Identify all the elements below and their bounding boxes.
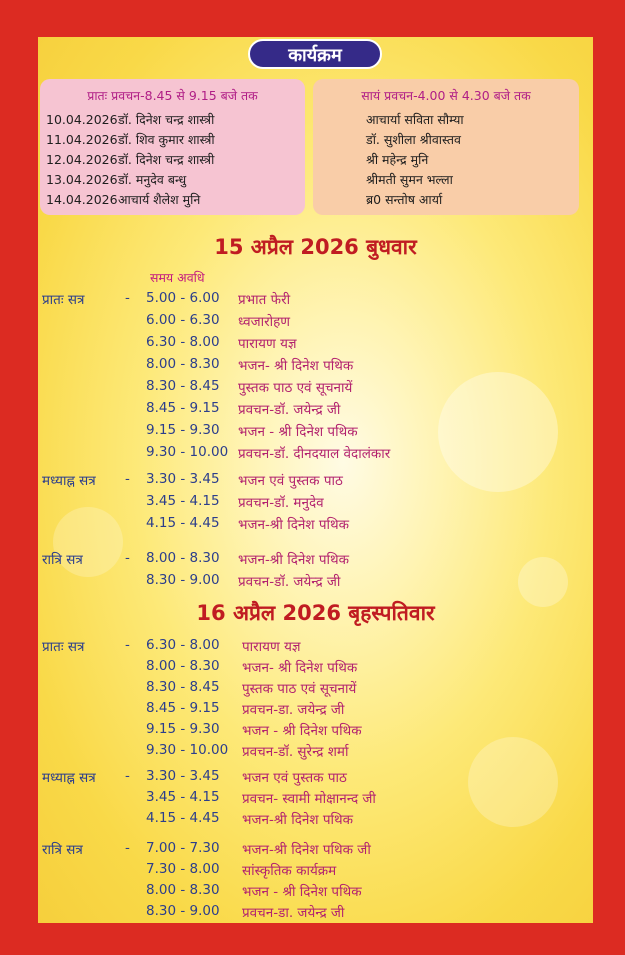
time-slot: 8.30 - 8.45	[146, 378, 220, 394]
speaker-name: डॉ. शिव कुमार शास्त्री	[118, 132, 215, 147]
evening-discourse-box	[313, 79, 579, 215]
day2-heading: 16 अप्रैल 2026 बृहस्पतिवार	[196, 601, 435, 625]
activity-text: पारायण यज्ञ	[242, 639, 301, 655]
activity-text: भजन-श्री दिनेश पथिक	[242, 812, 354, 828]
time-slot: 9.15 - 9.30	[146, 721, 220, 737]
activity-text: भजन - श्री दिनेश पथिक	[242, 884, 362, 900]
activity-text: पुस्तक पाठ एवं सूचनायें	[238, 380, 353, 396]
morning-discourse-heading: प्रातः प्रवचन-8.45 से 9.15 बजे तक	[87, 88, 258, 103]
speaker-name: डॉ. दिनेश चन्द्र शास्त्री	[118, 152, 215, 167]
time-slot: 3.45 - 4.15	[146, 493, 220, 509]
morning-discourse-row	[46, 111, 214, 128]
time-slot: 8.30 - 9.00	[146, 903, 220, 919]
session-label: प्रातः सत्र	[42, 639, 85, 655]
schedule-row	[38, 334, 593, 354]
session-dash: -	[125, 637, 130, 653]
schedule-row	[38, 400, 593, 420]
discourse-date: 10.04.2026	[46, 112, 118, 127]
schedule-row	[38, 356, 593, 376]
activity-text: भजन - श्री दिनेश पथिक	[238, 424, 358, 440]
schedule-row	[38, 658, 593, 678]
schedule-row	[38, 903, 593, 923]
schedule-row	[38, 721, 593, 741]
evening-speaker-name: ब्र0 सन्तोष आर्या	[366, 192, 443, 207]
day1-heading: 15 अप्रैल 2026 बुधवार	[214, 235, 417, 259]
time-slot: 9.30 - 10.00	[146, 742, 229, 758]
time-slot: 3.45 - 4.15	[146, 789, 220, 805]
activity-text: प्रवचन-डॉ. जयेन्द्र जी	[238, 574, 341, 590]
time-slot: 8.45 - 9.15	[146, 400, 220, 416]
morning-discourse-box	[40, 79, 305, 215]
discourse-date: 14.04.2026	[46, 192, 118, 207]
evening-discourse-heading: सायं प्रवचन-4.00 से 4.30 बजे तक	[361, 88, 531, 103]
schedule-row	[38, 637, 593, 657]
activity-text: सांस्कृतिक कार्यक्रम	[242, 863, 337, 879]
activity-text: प्रवचन-डॉ. दीनदयाल वेदालंकार	[238, 446, 391, 462]
schedule-row	[38, 861, 593, 881]
time-slot: 7.30 - 8.00	[146, 861, 220, 877]
schedule-row	[38, 493, 593, 513]
time-slot: 6.00 - 6.30	[146, 312, 220, 328]
time-slot: 6.30 - 8.00	[146, 637, 220, 653]
time-slot: 8.00 - 8.30	[146, 550, 220, 566]
program-poster	[38, 37, 593, 923]
activity-text: भजन- श्री दिनेश पथिक	[238, 358, 354, 374]
activity-text: प्रवचन-डॉ. जयेन्द्र जी	[238, 402, 341, 418]
session-dash: -	[125, 290, 130, 306]
session-label: मध्याह्न सत्र	[42, 473, 96, 489]
activity-text: भजन- श्री दिनेश पथिक	[242, 660, 358, 676]
schedule-row	[38, 471, 593, 491]
duration-label: समय अवधि	[150, 270, 205, 285]
activity-text: भजन एवं पुस्तक पाठ	[238, 473, 343, 489]
evening-speaker-name: श्री महेन्द्र मुनि	[366, 152, 429, 167]
evening-speaker-name: आचार्या सविता सौम्या	[366, 112, 464, 127]
activity-text: प्रभात फेरी	[238, 292, 291, 308]
activity-text: ध्वजारोहण	[238, 314, 291, 330]
time-slot: 5.00 - 6.00	[146, 290, 220, 306]
speaker-name: डॉ. दिनेश चन्द्र शास्त्री	[118, 112, 215, 127]
activity-text: भजन - श्री दिनेश पथिक	[242, 723, 362, 739]
time-slot: 3.30 - 3.45	[146, 471, 220, 487]
schedule-row	[38, 515, 593, 535]
activity-text: पारायण यज्ञ	[238, 336, 297, 352]
schedule-row	[38, 742, 593, 762]
schedule-row	[38, 789, 593, 809]
activity-text: भजन-श्री दिनेश पथिक	[238, 517, 350, 533]
speaker-name: आचार्य शैलेश मुनि	[118, 192, 201, 207]
morning-discourse-row	[46, 191, 200, 208]
time-slot: 3.30 - 3.45	[146, 768, 220, 784]
activity-text: पुस्तक पाठ एवं सूचनायें	[242, 681, 357, 697]
time-slot: 8.30 - 8.45	[146, 679, 220, 695]
schedule-row	[38, 550, 593, 570]
time-slot: 8.00 - 8.30	[146, 356, 220, 372]
schedule-row	[38, 882, 593, 902]
time-slot: 4.15 - 4.45	[146, 515, 220, 531]
schedule-row	[38, 444, 593, 464]
schedule-row	[38, 768, 593, 788]
speaker-name: डॉ. मनुदेव बन्धु	[118, 172, 187, 187]
session-label: मध्याह्न सत्र	[42, 770, 96, 786]
activity-text: प्रवचन-डा. जयेन्द्र जी	[242, 905, 345, 921]
session-label: रात्रि सत्र	[42, 552, 83, 568]
activity-text: प्रवचन-डॉ. सुरेन्द्र शर्मा	[242, 744, 349, 760]
activity-text: प्रवचन- स्वामी मोक्षानन्द जी	[242, 791, 376, 807]
discourse-date: 13.04.2026	[46, 172, 118, 187]
schedule-row	[38, 422, 593, 442]
activity-text: भजन एवं पुस्तक पाठ	[242, 770, 347, 786]
morning-discourse-row	[46, 131, 215, 148]
time-slot: 7.00 - 7.30	[146, 840, 220, 856]
session-dash: -	[125, 550, 130, 566]
session-label: प्रातः सत्र	[42, 292, 85, 308]
schedule-row	[38, 840, 593, 860]
morning-discourse-row	[46, 151, 214, 168]
morning-discourse-row	[46, 171, 186, 188]
schedule-row	[38, 378, 593, 398]
program-title: कार्यक्रम	[248, 39, 382, 69]
schedule-row	[38, 700, 593, 720]
schedule-row	[38, 810, 593, 830]
activity-text: प्रवचन-डॉ. मनुदेव	[238, 495, 324, 511]
time-slot: 4.15 - 4.45	[146, 810, 220, 826]
time-slot: 8.45 - 9.15	[146, 700, 220, 716]
time-slot: 8.00 - 8.30	[146, 882, 220, 898]
evening-speaker-name: श्रीमती सुमन भल्ला	[366, 172, 453, 187]
time-slot: 9.15 - 9.30	[146, 422, 220, 438]
time-slot: 8.30 - 9.00	[146, 572, 220, 588]
schedule-row	[38, 572, 593, 592]
time-slot: 6.30 - 8.00	[146, 334, 220, 350]
schedule-row	[38, 679, 593, 699]
time-slot: 8.00 - 8.30	[146, 658, 220, 674]
evening-speaker-name: डॉ. सुशीला श्रीवास्तव	[366, 132, 461, 147]
schedule-row	[38, 290, 593, 310]
discourse-date: 11.04.2026	[46, 132, 118, 147]
session-dash: -	[125, 471, 130, 487]
discourse-date: 12.04.2026	[46, 152, 118, 167]
session-label: रात्रि सत्र	[42, 842, 83, 858]
schedule-row	[38, 312, 593, 332]
activity-text: भजन-श्री दिनेश पथिक जी	[242, 842, 371, 858]
activity-text: प्रवचन-डा. जयेन्द्र जी	[242, 702, 345, 718]
time-slot: 9.30 - 10.00	[146, 444, 229, 460]
session-dash: -	[125, 768, 130, 784]
session-dash: -	[125, 840, 130, 856]
activity-text: भजन-श्री दिनेश पथिक	[238, 552, 350, 568]
